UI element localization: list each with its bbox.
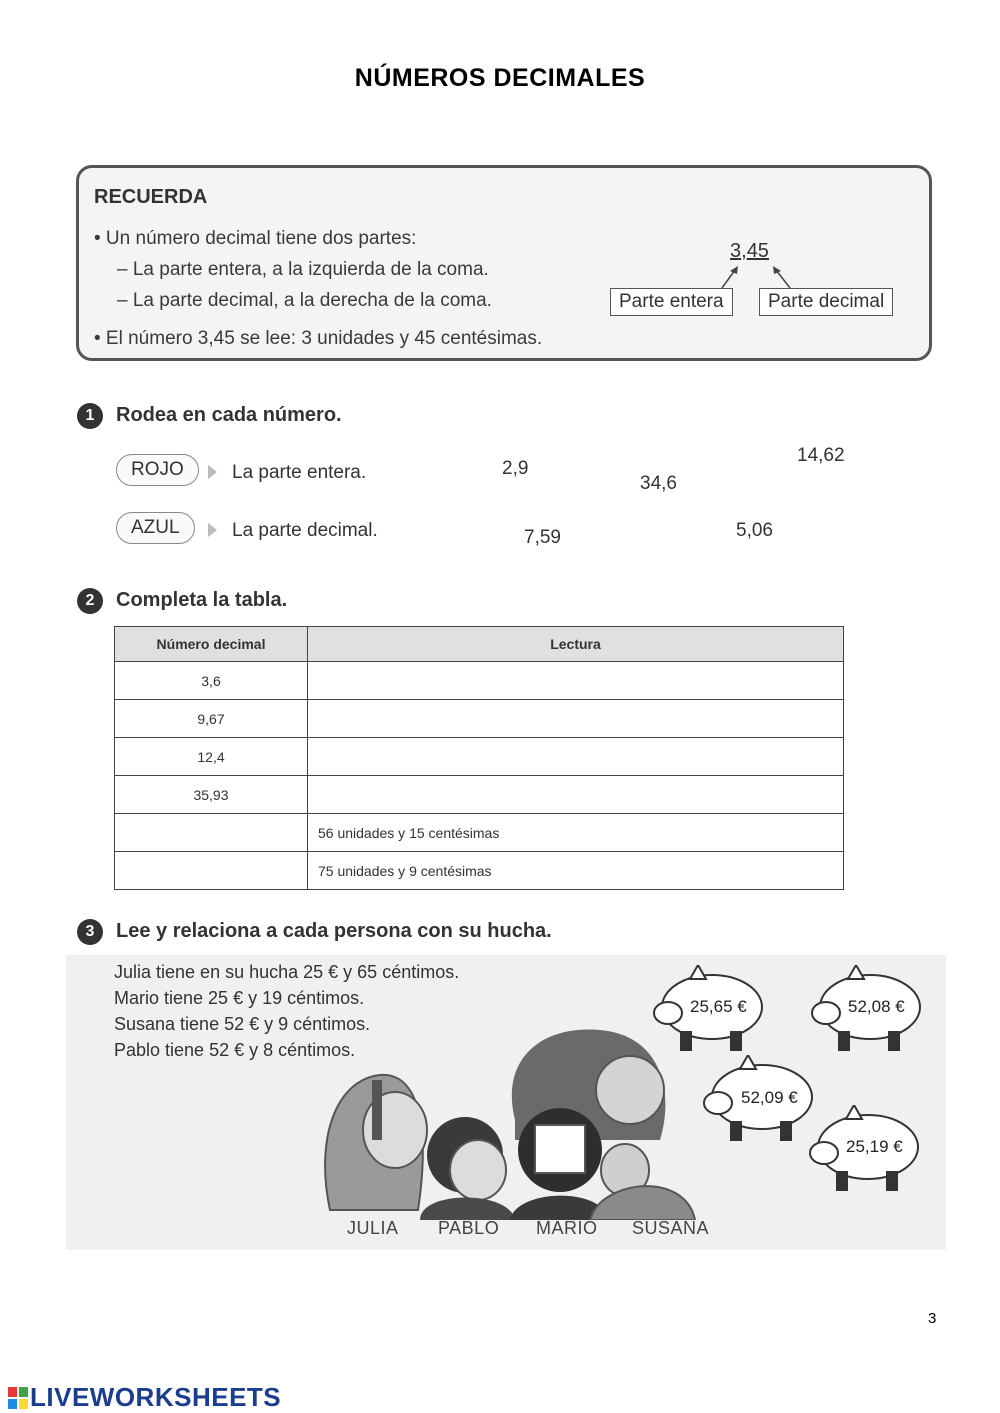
logo-icon [8, 1387, 28, 1409]
table-row [115, 738, 844, 776]
story-line-susana: Susana tiene 52 € y 9 céntimos. [114, 1014, 371, 1034]
page-number: 3 [928, 1310, 937, 1327]
label-parte-entera: Parte entera [610, 288, 733, 316]
kid-name-julia[interactable]: JULIA [347, 1218, 399, 1238]
piggy-amount: 52,08 € [848, 997, 905, 1016]
logo-text: LIVEWORKSHEETS [30, 1382, 282, 1412]
question-2-title: Completa la tabla. [116, 589, 288, 611]
header-lectura: Lectura [308, 627, 844, 662]
table-row [115, 814, 844, 852]
cell-reading: 75 unidades y 9 centésimas [308, 852, 844, 890]
cell-number: 35,93 [115, 776, 308, 814]
recuerda-line-2: – La parte entera, a la izquierda de la coma. [117, 259, 489, 280]
cell-reading: 56 unidades y 15 centésimas [308, 814, 844, 852]
kid-name-susana[interactable]: SUSANA [632, 1218, 710, 1238]
recuerda-line-4: • El número 3,45 se lee: 3 unidades y 45 centésimas. [94, 328, 543, 349]
recuerda-line-1: • Un número decimal tiene dos partes: [94, 228, 417, 249]
cell-number: 12,4 [115, 738, 308, 776]
rojo-label: ROJO [116, 454, 199, 486]
rojo-instruction: La parte entera. [232, 462, 367, 483]
cell-number: 9,67 [115, 700, 308, 738]
arrow-icon [208, 465, 217, 479]
header-numero-decimal: Número decimal [115, 627, 308, 662]
number-item[interactable]: 34,6 [640, 473, 677, 494]
recuerda-line-3: – La parte decimal, a la derecha de la coma. [117, 290, 492, 311]
table-row [115, 700, 844, 738]
story-line-julia: Julia tiene en su hucha 25 € y 65 céntimos. [114, 962, 460, 982]
question-number-3: 3 [77, 919, 103, 945]
recuerda-heading: RECUERDA [94, 186, 208, 208]
example-comma: , [741, 240, 747, 262]
azul-instruction: La parte decimal. [232, 520, 378, 541]
kid-name-pablo[interactable]: PABLO [438, 1218, 500, 1238]
piggy-amount: 25,65 € [690, 997, 747, 1016]
question-number-2: 2 [77, 588, 103, 614]
story-line-pablo: Pablo tiene 52 € y 8 céntimos. [114, 1040, 356, 1060]
example-decimal-part: 45 [746, 240, 769, 262]
liveworksheets-logo[interactable] [8, 1382, 281, 1413]
cell-reading-input[interactable] [308, 738, 844, 776]
cell-reading-input[interactable] [308, 662, 844, 700]
table-header-row [115, 627, 844, 662]
kid-name-mario[interactable]: MARIO [536, 1218, 598, 1238]
question-3-title: Lee y relaciona a cada persona con su hucha. [116, 920, 552, 942]
number-item[interactable]: 14,62 [797, 445, 845, 466]
question-number-1: 1 [77, 403, 103, 429]
cell-number-input[interactable] [115, 814, 308, 852]
label-parte-decimal: Parte decimal [759, 288, 893, 316]
table-row [115, 776, 844, 814]
piggy-amount: 52,09 € [741, 1088, 798, 1107]
children-illustration [300, 1020, 700, 1220]
page-title: NÚMEROS DECIMALES [354, 64, 646, 92]
decimal-table [114, 626, 844, 890]
story-line-mario: Mario tiene 25 € y 19 céntimos. [114, 988, 365, 1008]
number-item[interactable]: 2,9 [502, 458, 529, 479]
cell-reading-input[interactable] [308, 776, 844, 814]
cell-number-input[interactable] [115, 852, 308, 890]
number-item[interactable]: 5,06 [736, 520, 773, 541]
cell-number: 3,6 [115, 662, 308, 700]
table-row [115, 852, 844, 890]
cell-reading-input[interactable] [308, 700, 844, 738]
piggy-amount: 25,19 € [846, 1137, 903, 1156]
table-row [115, 662, 844, 700]
number-item[interactable]: 7,59 [524, 527, 561, 548]
question-1-title: Rodea en cada número. [116, 404, 342, 426]
arrow-icon [208, 523, 217, 537]
example-integer-part: 3 [730, 240, 742, 262]
example-number [730, 240, 769, 263]
azul-label: AZUL [116, 512, 195, 544]
